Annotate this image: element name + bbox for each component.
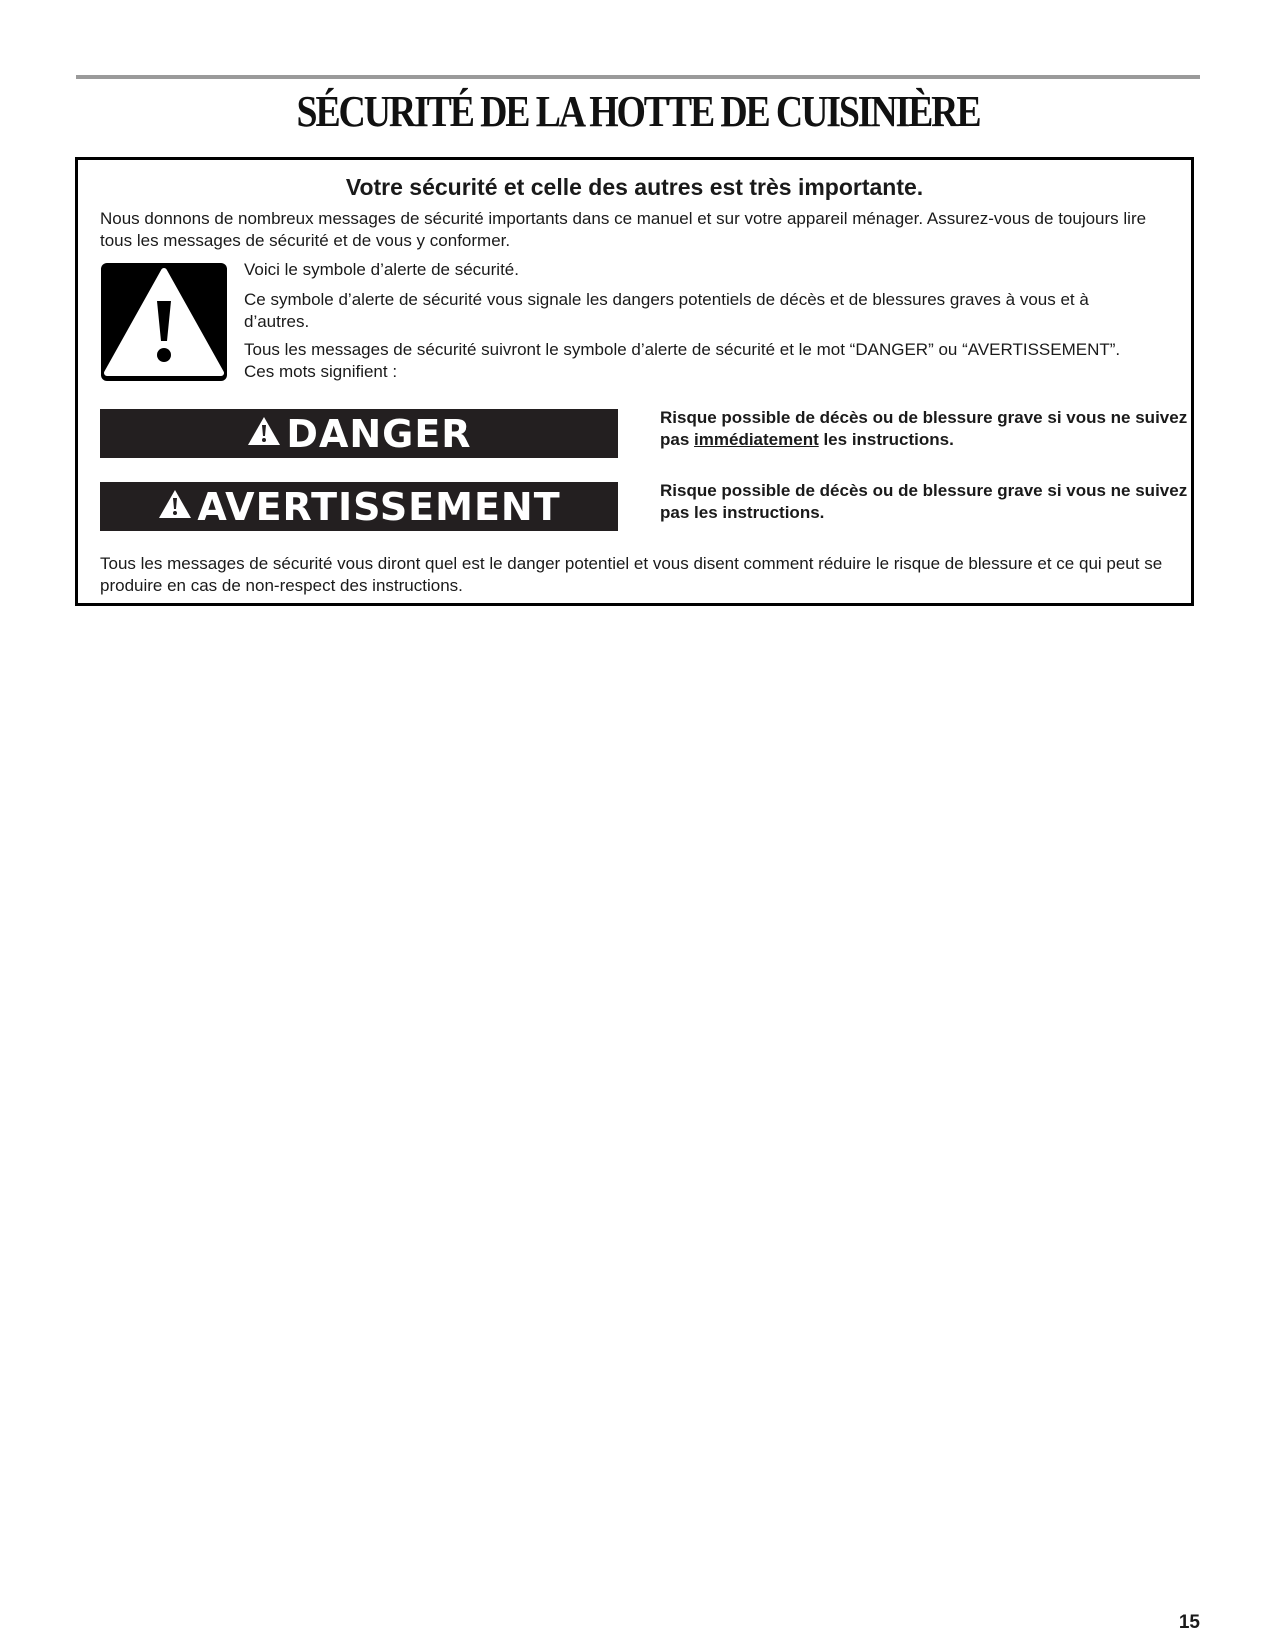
intro-paragraph: Nous donnons de nombreux messages de sécurité importants dans ce manuel et sur votre appareil ménager. Assurez-vous de toujours lire tous les messages de sécurité et de vous y conformer. [100,209,1147,250]
outro-paragraph: Tous les messages de sécurité vous diront quel est le danger potentiel et vous disent comment réduire le risque de blessure et ce qui peut se produire en cas de non-respect des instructions. [100,554,1163,595]
danger-desc-emphasis: immédiatement [694,430,819,449]
top-rule [76,75,1200,79]
danger-label: DANGER [286,411,472,456]
warning-triangle-icon [157,485,193,529]
danger-desc-text: Risque possible de décès ou de blessure grave si vous ne suivez pas [660,408,1188,449]
warning-signal-bar [100,482,618,531]
danger-signal-bar [100,409,618,458]
danger-description [660,407,1190,451]
safety-alert-icon [101,263,227,381]
safety-heading: Votre sécurité et celle des autres est très importante. [345,174,924,200]
signal-words-text: Tous les messages de sécurité suivront le symbole d’alerte de sécurité et le mot “DANGER” ou “AVERTISSEMENT”. Ces mots signifient : [244,340,1121,381]
safety-notice-box [75,157,1194,606]
symbol-meaning-text: Ce symbole d’alerte de sécurité vous signale les dangers potentiels de décès et de blessures graves à vous et à d’autres. [244,290,1089,331]
page-title: SÉCURITÉ DE LA HOTTE DE CUISINIÈRE [296,87,980,136]
warning-triangle-icon [246,412,282,456]
page-number: 15 [1178,1612,1200,1633]
danger-desc-end: les instructions. [818,430,954,449]
warning-label: AVERTISSEMENT [197,484,561,529]
warning-description: Risque possible de décès ou de blessure grave si vous ne suivez pas les instructions. [660,481,1188,522]
symbol-intro-text: Voici le symbole d’alerte de sécurité. [244,260,519,279]
